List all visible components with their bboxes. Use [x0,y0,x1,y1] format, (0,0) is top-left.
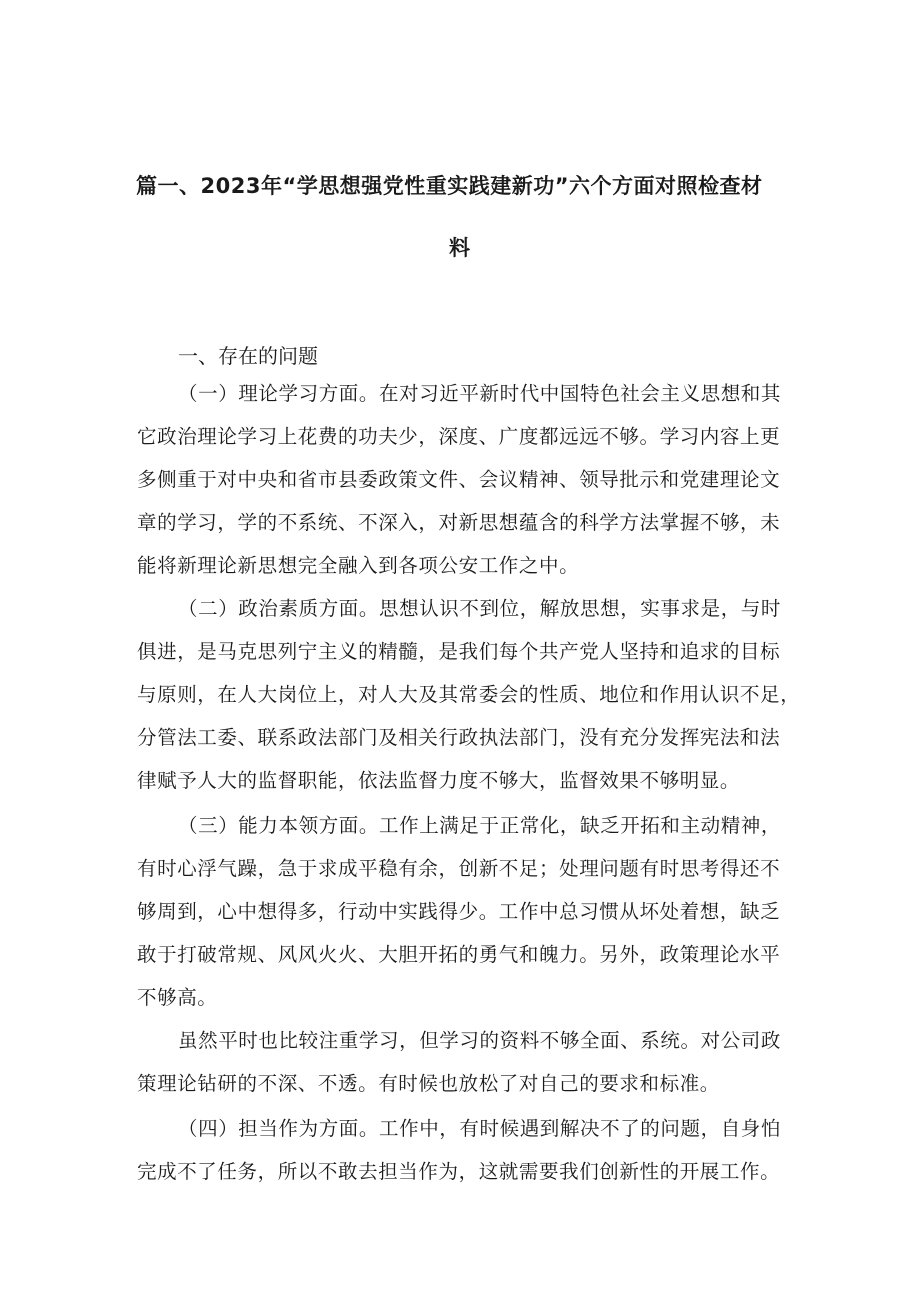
paragraph-line: （一）理论学习方面。在对习近平新时代中国特色社会主义思想和其 [178,382,782,405]
paragraph-line: （四）担当作为方面。工作中，有时候遇到解决不了的问题，自身怕 [178,1117,782,1140]
paragraph-line: 律赋予人大的监督职能，依法监督力度不够大，监督效果不够明显。 [137,769,741,792]
paragraph-line: 完成不了任务，所以不敢去担当作为，这就需要我们创新性的开展工作。 [137,1160,781,1183]
paragraph-line: 够周到，心中想得多，行动中实践得少。工作中总习惯从坏处着想，缺乏 [137,900,781,923]
paragraph-line: 它政治理论学习上花费的功夫少，深度、广度都远远不够。学习内容上更 [137,425,781,448]
paragraph-line: （三）能力本领方面。工作上满足于正常化，缺乏开拓和主动精神， [178,814,782,837]
document-title-continued: 料 [449,236,470,260]
paragraph-line: 不够高。 [137,986,218,1009]
section-heading: 一、存在的问题 [178,344,318,368]
paragraph-line: 敢于打破常规、风风火火、大胆开拓的勇气和魄力。另外，政策理论水平 [137,943,781,966]
paragraph-line: 能将新理论新思想完全融入到各项公安工作之中。 [137,554,580,577]
paragraph-line: 俱进，是马克思列宁主义的精髓，是我们每个共产党人坚持和追求的目标 [137,640,781,663]
paragraph-line: 虽然平时也比较注重学习，但学习的资料不够全面、系统。对公司政 [178,1029,782,1052]
paragraph-line: 多侧重于对中央和省市县委政策文件、会议精神、领导批示和党建理论文 [137,468,781,491]
paragraph-line: （二）政治素质方面。思想认识不到位，解放思想，实事求是，与时 [178,597,782,620]
paragraph-line: 章的学习，学的不系统、不深入，对新思想蕴含的科学方法掌握不够，未 [137,511,781,534]
paragraph-line: 策理论钻研的不深、不透。有时候也放松了对自己的要求和标准。 [137,1072,720,1095]
paragraph-line: 分管法工委、联系政法部门及相关行政执法部门，没有充分发挥宪法和法 [137,726,781,749]
paragraph-line: 与原则，在人大岗位上，对人大及其常委会的性质、地位和作用认识不足， [137,683,801,706]
document-title: 篇一、2023年“学思想强党性重实践建新功”六个方面对照检查材 [136,174,763,198]
paragraph-line: 有时心浮气躁，急于求成平稳有余，创新不足；处理问题有时思考得还不 [137,857,781,880]
